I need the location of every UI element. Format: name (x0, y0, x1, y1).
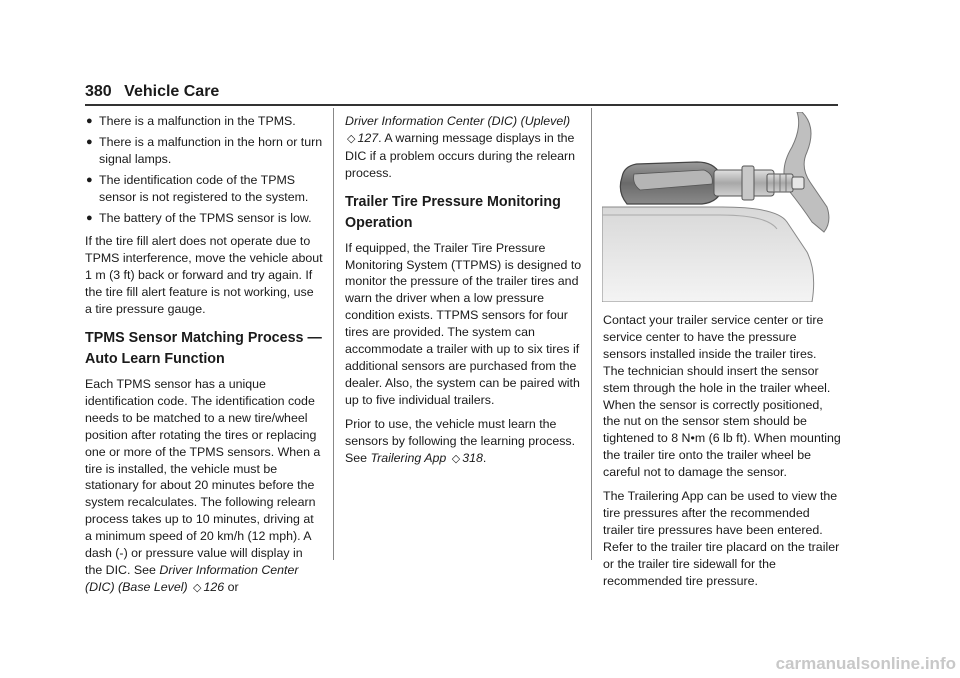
ttpms-paragraph: If equipped, the Trailer Tire Pressure Monitoring System (TTPMS) is designed to monitor the pressure of the trailer tires and warn the driver when a low pressure condition exists. TTPMS sensors for four tires are provided. The system can accommodate a trailer with up to six tires if additional sensors are purchased from the dealer. Also, the system can be paired with up to five individual trailers. (345, 240, 582, 407)
column-divider-2 (591, 108, 592, 560)
list-item: ● The battery of the TPMS sensor is low. (86, 210, 312, 225)
column-1 (85, 113, 323, 604)
page-header (85, 83, 219, 101)
bullet-icon: ● (86, 135, 93, 148)
column-3 (603, 312, 841, 597)
list-item: ● There is a malfunction in the horn or turn signal lamps. (86, 134, 323, 166)
tire-fill-paragraph: If the tire fill alert does not operate due to TPMS interference, move the vehicle about 1 m (3 ft) back or forward and try again. If the tire fill alert feature is not working, use a tire pressure gauge. (85, 234, 323, 317)
section-title: Vehicle Care (124, 83, 220, 100)
page-ref-318[interactable]: 318 (462, 450, 483, 465)
column-divider-1 (333, 108, 334, 560)
page-number: 380 (85, 83, 112, 100)
page-reference-icon: ◇ (451, 452, 461, 465)
malfunction-list (85, 113, 323, 226)
page-ref-126[interactable]: 126 (203, 579, 225, 594)
auto-learn-paragraph: Each TPMS sensor has a unique identification code. The identification code needs to be matched to a new tire/wheel position after rotating the tires or replacing one or more of the TPMS sensors. When a tire is installed, the vehicle must be stationary for about 20 minutes before the system recalculates. The following relearn process takes up to 10 minutes, driving at a minimum speed of 20 km/h (12 mph). A dash (-) or pressure value will display in the DIC. See Driver Information Center (DIC) (Base Level) ◇ 126 or (85, 376, 321, 594)
dic-uplevel-paragraph: Driver Information Center (DIC) (Uplevel) ◇ 127. A warning message displays in the DIC if a problem occurs during the relearn process. (345, 114, 576, 180)
trailering-app-paragraph: The Trailering App can be used to view the tire pressures after the recommended trailer tire pressures have been entered. Refer to the trailer tire placard on the trailer or the trailer tire sidewall for the recommended tire pressure. (603, 489, 840, 588)
bullet-icon: ● (86, 115, 93, 127)
learn-paragraph: Prior to use, the vehicle must learn the sensors by following the learning process. See Trailering App ◇ 318. (345, 416, 576, 465)
page-ref-127[interactable]: 127 (357, 130, 379, 145)
list-item: ● There is a malfunction in the TPMS. (86, 114, 296, 128)
trailering-app-link[interactable]: Trailering App (370, 450, 447, 465)
bullet-icon: ● (86, 211, 93, 224)
bullet-icon: ● (86, 173, 93, 186)
page-reference-icon: ◇ (193, 581, 202, 594)
section-heading-auto-learn: TPMS Sensor Matching Process — Auto Learn Function (85, 329, 322, 367)
watermark: carmanualsonline.info (775, 654, 956, 673)
header-rule (85, 104, 838, 106)
tpms-sensor-illustration (602, 112, 839, 302)
column-2 (345, 113, 583, 474)
list-item: ● The identification code of the TPMS sensor is not registered to the system. (86, 172, 309, 204)
installation-paragraph: Contact your trailer service center or tire service center to have the pressure sensors installed inside the trailer tires. The technician should insert the sensor stem through the hole in the trailer wheel. When the sensor is correctly positioned, the nut on the sensor stem should be tightened to 8 N•m (6 lb ft). When mounting the trailer tire onto the trailer wheel be careful not to damage the sensor. (603, 313, 841, 480)
dic-base-level-link[interactable]: Driver Information Center (DIC) (Base Level) (85, 562, 299, 594)
section-heading-trailer-tpms: Trailer Tire Pressure Monitoring Operation (345, 193, 561, 231)
page-reference-icon: ◇ (347, 132, 356, 145)
dic-uplevel-link[interactable]: Driver Information Center (DIC) (Uplevel) (345, 114, 571, 128)
